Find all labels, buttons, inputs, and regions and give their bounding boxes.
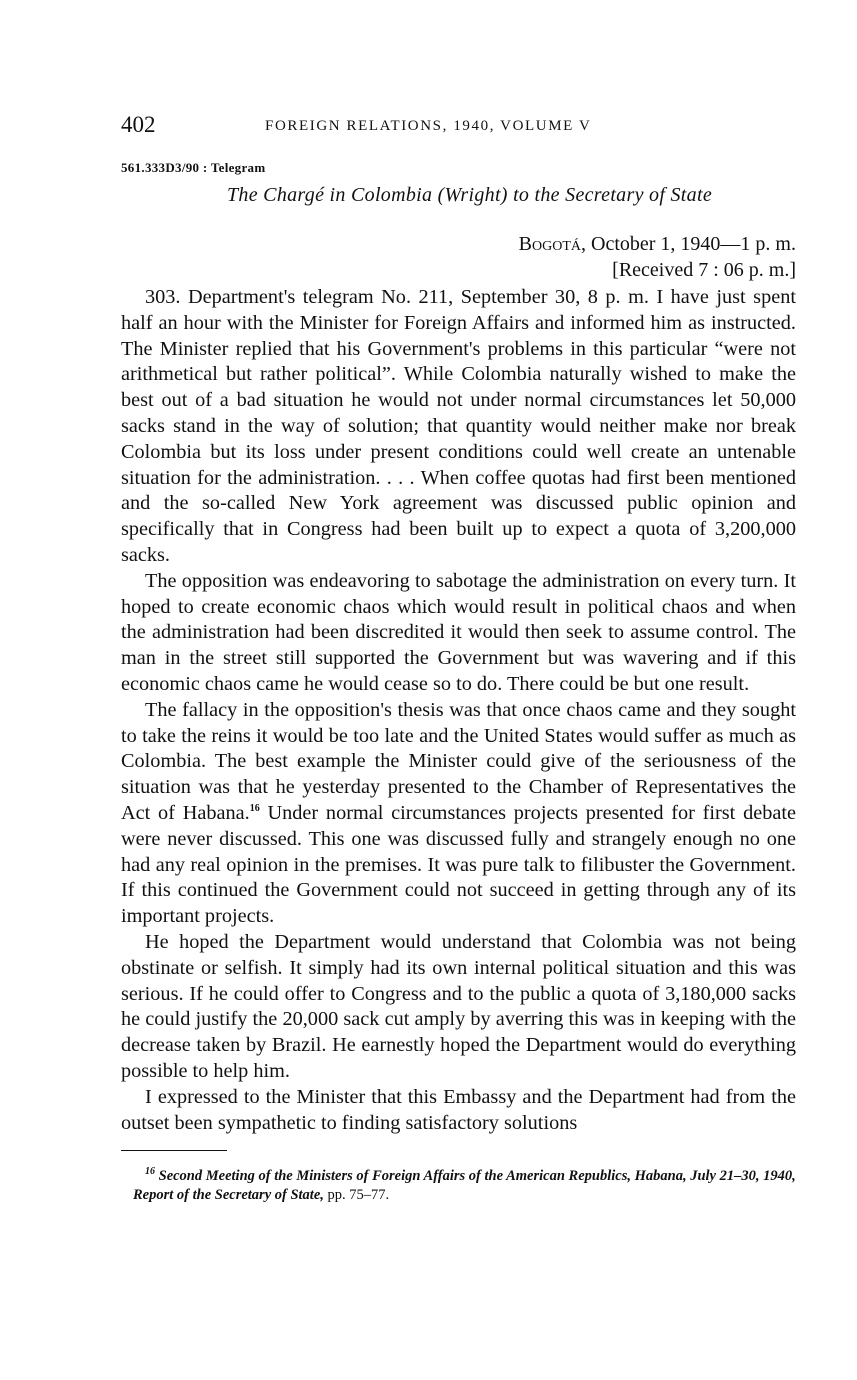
paragraph-2: The opposition was endeavoring to sabotage the administration on every turn. It hoped to create economic chaos which would result in political chaos and when the administration had been discredited it would then seek to assume control. The man in the street still supported the Government but was wavering and if this economic chaos came he would cease so to do. There could be but one result. bbox=[121, 569, 796, 695]
footnote bbox=[121, 1167, 796, 1205]
paragraph-1: 303. Department's telegram No. 211, September 30, 8 p. m. I have just spent half an hour with the Minister for Foreign Affairs and informed him as instructed. The Minister replied that his Government's problems in this particular “were not arithmetical but rather political”. While Colombia naturally wished to make the best out of a bad situation he would not under normal circumstances let 50,000 sacks stand in the way of solution; that quantity would neither make nor break Colombia but its loss under present conditions could well create an untenable situation for the administration. . . . When coffee quotas had first been mentioned and the so-called New York agreement was discussed public opinion and specifically that in Congress had been built up to expect a quota of 3,200,000 sacks. bbox=[121, 286, 796, 566]
footnote-reference: 16 bbox=[249, 803, 260, 815]
paragraph-4: He hoped the Department would understand that Colombia was not being obstinate or selfish. It simply had its own internal political situation and this was serious. If he could offer to Congress and to the public a quota of 3,180,000 sacks he could justify the 20,000 sack cut amply by averring this was in keeping with the decrease taken by Brazil. He earnestly hoped the Department would do everything possible to help him. bbox=[121, 930, 796, 1082]
footnote-text: Second Meeting of the Ministers of Foreign Affairs of the American Republics, Habana, July 21–30, 1940, Report of the Secretary of State, bbox=[133, 1168, 796, 1204]
dateline bbox=[121, 231, 796, 283]
document-title: The Chargé in Colombia (Wright) to the Secretary of State bbox=[226, 184, 712, 206]
footnote-marker: 16 bbox=[145, 1166, 155, 1178]
page-header bbox=[121, 112, 796, 146]
dateline-date: October 1, 1940—1 p. m. bbox=[586, 233, 796, 255]
paragraph-3 bbox=[121, 698, 796, 930]
paragraph-3-part-2: Under normal circumstances projects presented for first debate were never discussed. This one was discussed fully and strangely enough no one had any real opinion in the premises. It was pure talk to filibuster the Government. If this continued the Government could not succeed in getting through any of its important projects. bbox=[121, 801, 796, 928]
dateline-place-date bbox=[121, 231, 796, 257]
paragraph-3-part-1: The fallacy in the opposition's thesis was that once chaos came and they sought to take the reins it would be too late and the United States would suffer as much as Colombia. The best example the Minister could give of the seriousness of the situation was that he yesterday presented to the Chamber of Representatives the Act of Habana. bbox=[121, 698, 796, 824]
page-number: 402 bbox=[121, 112, 156, 137]
dateline-place: Bogotá, bbox=[518, 233, 587, 255]
document-page bbox=[121, 112, 796, 1205]
paragraph-5: I expressed to the Minister that this Embassy and the Department had from the outset been sympathetic to finding satisfactory solutions bbox=[121, 1085, 796, 1134]
file-reference: 561.333D3/90 : Telegram bbox=[121, 160, 266, 175]
footnote-divider bbox=[121, 1150, 227, 1151]
footnote-pages: pp. 75–77. bbox=[323, 1187, 390, 1204]
telegram-body bbox=[121, 285, 796, 1136]
received-time: [Received 7 : 06 p. m.] bbox=[612, 259, 796, 281]
running-head: FOREIGN RELATIONS, 1940, VOLUME V bbox=[265, 118, 592, 134]
